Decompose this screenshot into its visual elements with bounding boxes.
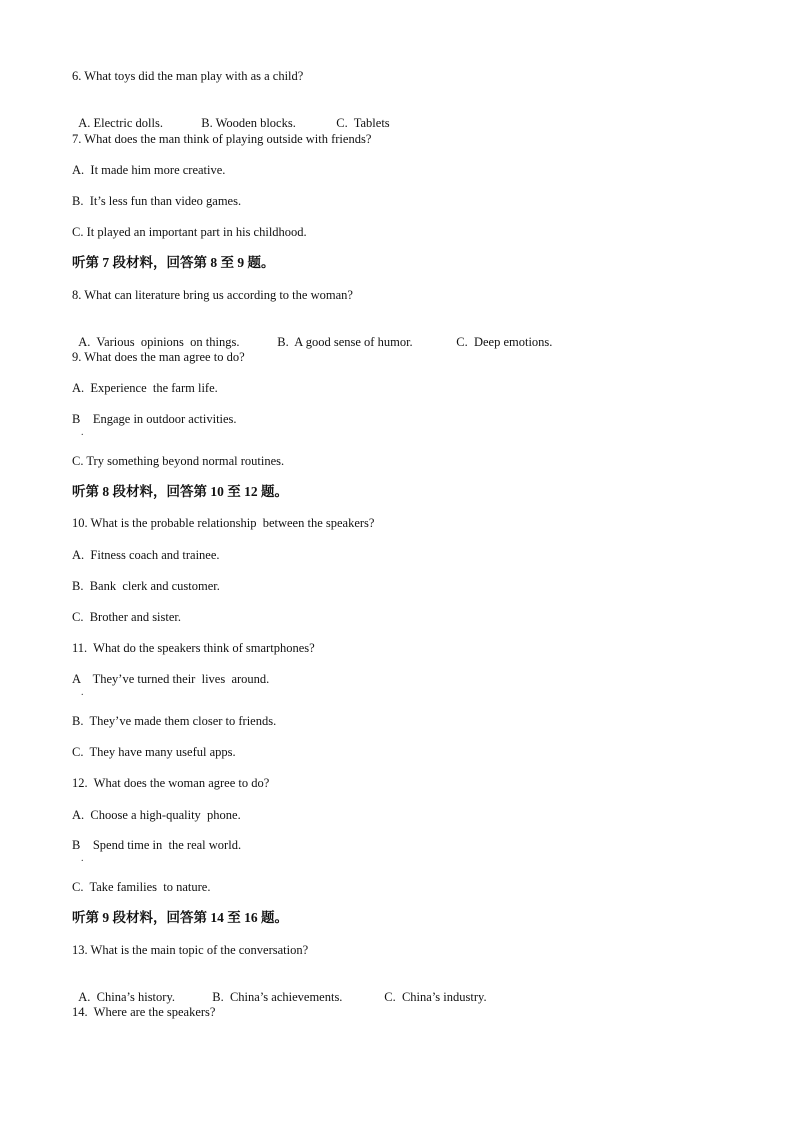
question-11: 11. What do the speakers think of smartphones? xyxy=(72,641,315,655)
question-14: 14. Where are the speakers? xyxy=(72,1005,216,1019)
question-7: 7. What does the man think of playing outside with friends? xyxy=(72,132,372,146)
question-13: 13. What is the main topic of the conversation? xyxy=(72,943,309,957)
question-10-option-b: B. Bank clerk and customer. xyxy=(72,579,220,593)
section-heading-9: 听第 9 段材料，回答第 14 至 16 题。 xyxy=(72,910,288,925)
option-a: A. Electric dolls. xyxy=(78,116,163,130)
question-7-option-a: A. It made him more creative. xyxy=(72,163,226,177)
question-7-option-c: C. It played an important part in his childhood. xyxy=(72,225,307,239)
option-a: A. Various opinions on things. xyxy=(78,335,240,349)
option-a: A. China’s history. xyxy=(78,990,176,1004)
question-9-option-b: B Engage in outdoor activities. xyxy=(72,412,237,426)
question-7-option-b: B. It’s less fun than video games. xyxy=(72,194,242,208)
section-heading-8: 听第 8 段材料，回答第 10 至 12 题。 xyxy=(72,484,288,499)
option-c: C. China’s industry. xyxy=(384,990,487,1004)
option-b: B. China’s achievements. xyxy=(212,990,343,1004)
question-6-options xyxy=(72,99,390,131)
question-6: 6. What toys did the man play with as a child? xyxy=(72,69,304,83)
stray-dot-mark: . xyxy=(81,687,84,698)
stray-dot-mark: . xyxy=(81,853,84,864)
question-9-option-a: A. Experience the farm life. xyxy=(72,381,218,395)
option-c: C. Tablets xyxy=(336,116,390,130)
question-10: 10. What is the probable relationship between the speakers? xyxy=(72,516,375,530)
question-11-option-c: C. They have many useful apps. xyxy=(72,745,236,759)
question-9-option-c: C. Try something beyond normal routines. xyxy=(72,454,285,468)
question-13-options xyxy=(72,973,487,1005)
question-11-option-a: A They’ve turned their lives around. xyxy=(72,672,270,686)
question-11-option-b: B. They’ve made them closer to friends. xyxy=(72,714,277,728)
question-12-option-b: B Spend time in the real world. xyxy=(72,838,242,852)
option-b: B. A good sense of humor. xyxy=(277,335,413,349)
question-12: 12. What does the woman agree to do? xyxy=(72,776,270,790)
question-10-option-a: A. Fitness coach and trainee. xyxy=(72,548,220,562)
stray-dot-mark: . xyxy=(81,427,84,438)
question-8-options xyxy=(72,318,552,350)
option-b: B. Wooden blocks. xyxy=(201,116,296,130)
section-heading-7: 听第 7 段材料，回答第 8 至 9 题。 xyxy=(72,255,275,270)
question-9: 9. What does the man agree to do? xyxy=(72,350,245,364)
option-c: C. Deep emotions. xyxy=(456,335,553,349)
question-12-option-a: A. Choose a high-quality phone. xyxy=(72,808,241,822)
question-8: 8. What can literature bring us according to the woman? xyxy=(72,288,353,302)
question-12-option-c: C. Take families to nature. xyxy=(72,880,211,894)
question-10-option-c: C. Brother and sister. xyxy=(72,610,182,624)
